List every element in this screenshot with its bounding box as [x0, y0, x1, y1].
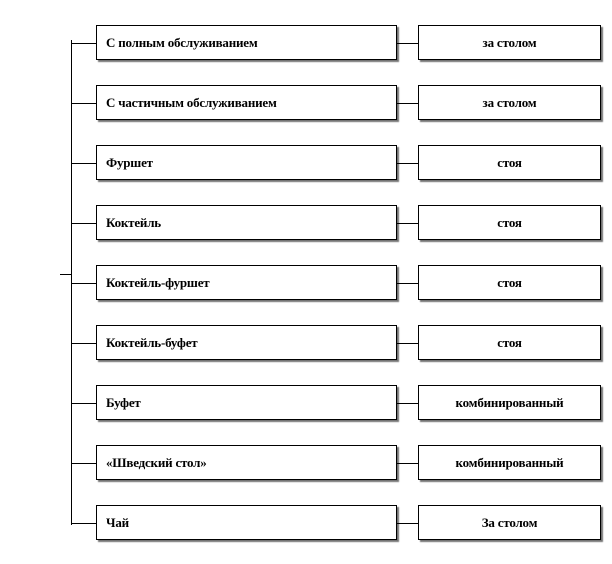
connector-line	[397, 403, 418, 404]
connector-line	[397, 223, 418, 224]
service-mode-box: за столом	[418, 85, 601, 120]
branch-line	[71, 523, 96, 524]
branch-line	[71, 43, 96, 44]
connector-line	[397, 343, 418, 344]
service-form-box: Чай	[96, 505, 397, 540]
branch-line	[71, 163, 96, 164]
connector-line	[397, 103, 418, 104]
branch-line	[71, 403, 96, 404]
service-form-box: Коктейль	[96, 205, 397, 240]
service-mode-box: комбинированный	[418, 445, 601, 480]
service-form-box: Коктейль-фуршет	[96, 265, 397, 300]
connector-line	[397, 283, 418, 284]
service-form-box: Буфет	[96, 385, 397, 420]
branch-line	[71, 343, 96, 344]
service-mode-box: стоя	[418, 205, 601, 240]
connector-line	[397, 43, 418, 44]
service-form-box: «Шведский стол»	[96, 445, 397, 480]
branch-line	[71, 103, 96, 104]
service-form-box: С полным обслуживанием	[96, 25, 397, 60]
connector-line	[397, 523, 418, 524]
branch-line	[71, 223, 96, 224]
service-form-box: Фуршет	[96, 145, 397, 180]
branch-line	[71, 463, 96, 464]
service-mode-box: За столом	[418, 505, 601, 540]
branch-line	[71, 283, 96, 284]
connector-line	[397, 163, 418, 164]
service-mode-box: за столом	[418, 25, 601, 60]
service-mode-box: стоя	[418, 265, 601, 300]
connector-line	[397, 463, 418, 464]
bracket-entry-line	[60, 274, 72, 275]
service-mode-box: стоя	[418, 145, 601, 180]
service-form-box: С частичным обслуживанием	[96, 85, 397, 120]
service-mode-box: комбинированный	[418, 385, 601, 420]
service-form-box: Коктейль-буфет	[96, 325, 397, 360]
service-mode-box: стоя	[418, 325, 601, 360]
